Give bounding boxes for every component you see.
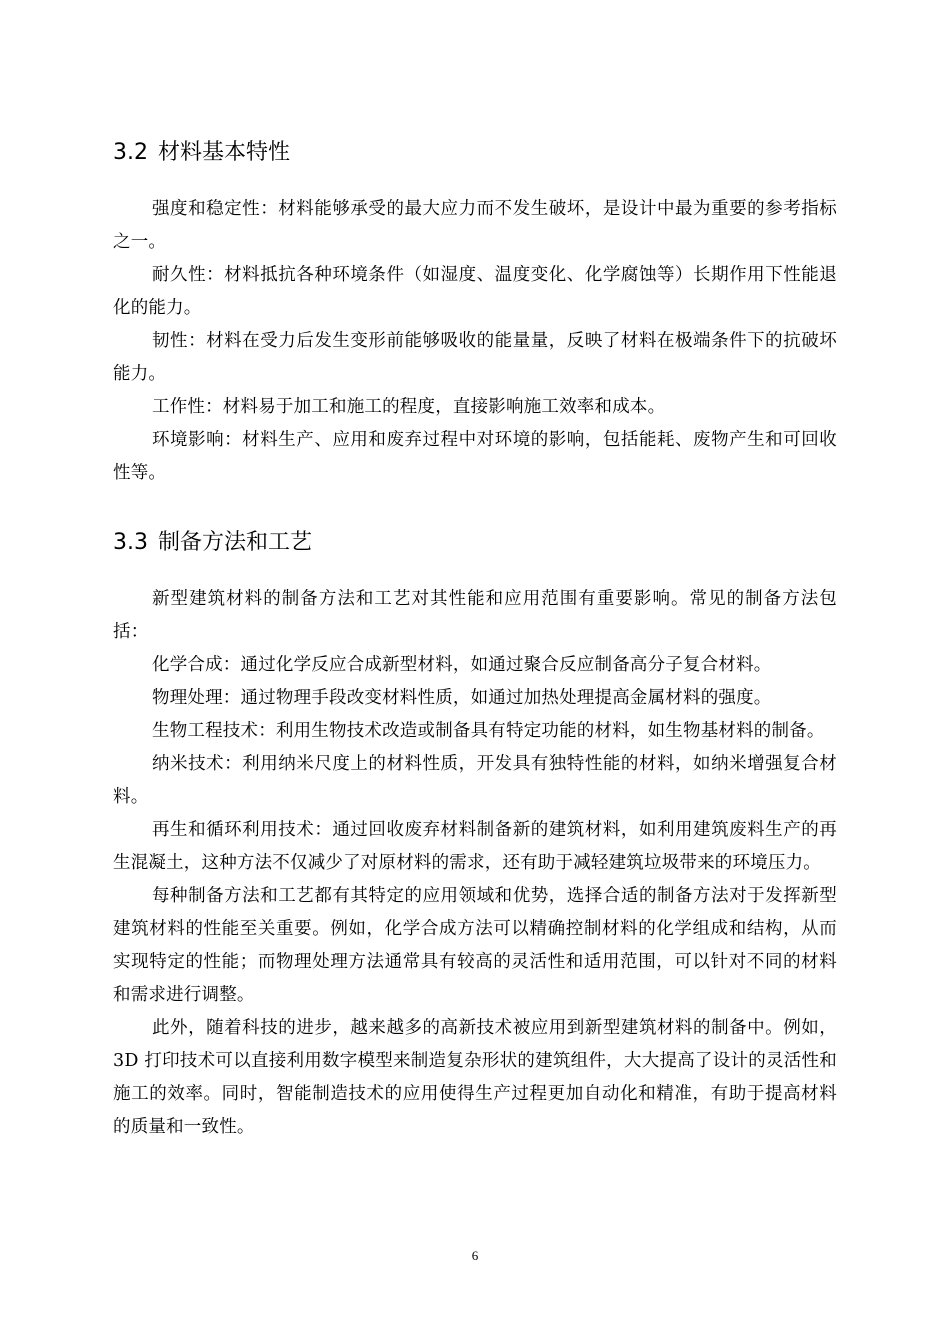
paragraph-recycling: 再生和循环利用技术：通过回收废弃材料制备新的建筑材料，如利用建筑废料生产的再生混凝土，这种方法不仅减少了对原材料的需求，还有助于减轻建筑垃圾带来的环境压力。 [113,820,837,873]
section-heading [113,137,837,169]
section-heading [113,527,837,559]
section-number: 3.2 [113,140,148,165]
section-3-2 [113,137,837,490]
paragraph-advanced-tech: 此外，随着科技的进步，越来越多的高新技术被应用到新型建筑材料的制备中。例如，3D 打印技术可以直接利用数字模型来制造复杂形状的建筑组件，大大提高了设计的灵活性和施工的效率。同时，智能制造技术的应用使得生产过程更加自动化和精准，有助于提高材料的质量和一致性。 [113,1018,837,1137]
paragraph-nanotechnology: 纳米技术：利用纳米尺度上的材料性质，开发具有独特性能的材料，如纳米增强复合材料。 [113,754,837,807]
paragraph-environment: 环境影响：材料生产、应用和废弃过程中对环境的影响，包括能耗、废物产生和可回收性等。 [113,430,837,483]
paragraph-intro: 新型建筑材料的制备方法和工艺对其性能和应用范围有重要影响。常见的制备方法包括： [113,589,837,642]
section-3-3 [113,527,837,1144]
paragraph-bioengineering: 生物工程技术：利用生物技术改造或制备具有特定功能的材料，如生物基材料的制备。 [152,721,825,741]
section-number: 3.3 [113,530,148,555]
paragraph-method-selection: 每种制备方法和工艺都有其特定的应用领域和优势，选择合适的制备方法对于发挥新型建筑材料的性能至关重要。例如，化学合成方法可以精确控制材料的化学组成和结构，从而实现特定的性能；而物理处理方法通常具有较高的灵活性和适用范围，可以针对不同的材料和需求进行调整。 [113,886,837,1005]
paragraph-workability: 工作性：材料易于加工和施工的程度，直接影响施工效率和成本。 [152,397,666,417]
section-title: 材料基本特性 [158,140,291,165]
page-number: 6 [471,1248,479,1263]
paragraph-durability: 耐久性：材料抵抗各种环境条件（如湿度、温度变化、化学腐蚀等）长期作用下性能退化的能力。 [113,265,837,318]
section-title: 制备方法和工艺 [158,530,313,555]
paragraph-physical-treatment: 物理处理：通过物理手段改变材料性质，如通过加热处理提高金属材料的强度。 [152,688,772,708]
paragraph-toughness: 韧性：材料在受力后发生变形前能够吸收的能量量，反映了材料在极端条件下的抗破坏能力。 [113,331,837,384]
paragraph-strength: 强度和稳定性：材料能够承受的最大应力而不发生破坏，是设计中最为重要的参考指标之一。 [113,199,837,252]
paragraph-chemical-synthesis: 化学合成：通过化学反应合成新型材料，如通过聚合反应制备高分子复合材料。 [152,655,772,675]
